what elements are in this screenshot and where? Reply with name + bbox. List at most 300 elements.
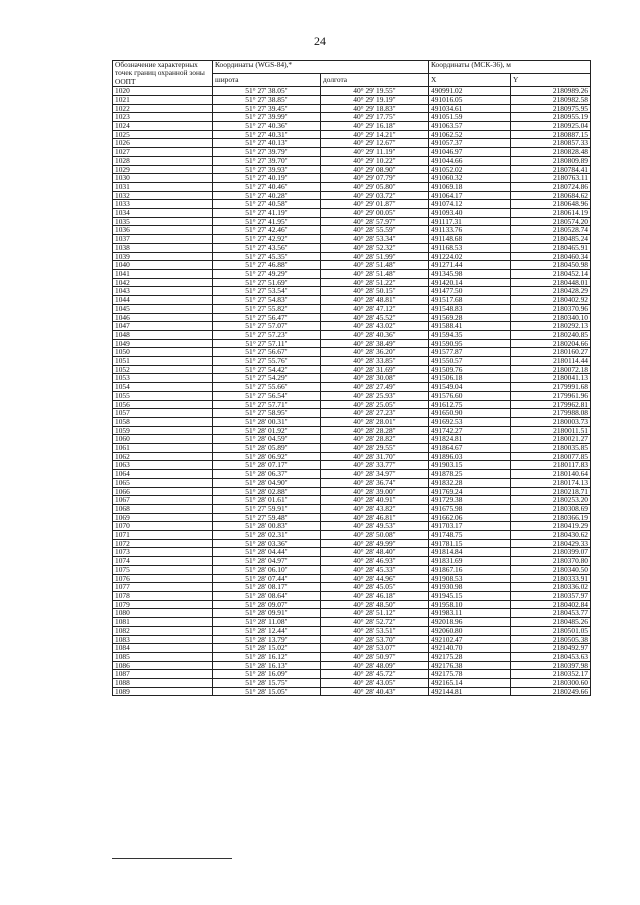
x-cell: 491051.59 (429, 113, 511, 122)
longitude-cell: 40° 29' 07.79" (321, 174, 429, 183)
y-cell: 2180077.85 (511, 452, 591, 461)
x-cell: 492176.38 (429, 661, 511, 670)
table-row (113, 635, 591, 644)
x-cell: 491064.17 (429, 191, 511, 200)
longitude-cell: 40° 28' 40.91" (321, 496, 429, 505)
table-row (113, 461, 591, 470)
latitude-cell: 51° 27' 56.54" (213, 391, 321, 400)
latitude-cell: 51° 27' 40.13" (213, 139, 321, 148)
y-cell: 2180336.02 (511, 583, 591, 592)
y-cell: 2180011.51 (511, 426, 591, 435)
table-row (113, 661, 591, 670)
point-id: 1085 (113, 652, 213, 661)
x-cell: 491517.68 (429, 296, 511, 305)
y-cell: 2180982.58 (511, 95, 591, 104)
y-cell: 2180453.77 (511, 609, 591, 618)
point-id: 1022 (113, 104, 213, 113)
x-cell: 491549.04 (429, 383, 511, 392)
x-cell: 492175.28 (429, 652, 511, 661)
x-cell: 491345.98 (429, 269, 511, 278)
latitude-cell: 51° 28' 15.75" (213, 679, 321, 688)
y-cell: 2180975.95 (511, 104, 591, 113)
longitude-cell: 40° 29' 10.22" (321, 156, 429, 165)
table-row (113, 618, 591, 627)
y-cell: 2180035.85 (511, 444, 591, 453)
x-cell: 491748.75 (429, 531, 511, 540)
longitude-cell: 40° 28' 39.00" (321, 487, 429, 496)
x-cell: 491477.50 (429, 287, 511, 296)
header-latitude: широта (213, 74, 321, 87)
x-cell: 491062.52 (429, 130, 511, 139)
longitude-cell: 40° 28' 36.74" (321, 478, 429, 487)
latitude-cell: 51° 28' 07.17" (213, 461, 321, 470)
x-cell: 492144.81 (429, 687, 511, 696)
table-row (113, 626, 591, 635)
point-id: 1083 (113, 635, 213, 644)
y-cell: 2180003.73 (511, 417, 591, 426)
y-cell: 2180452.14 (511, 269, 591, 278)
y-cell: 2180370.96 (511, 304, 591, 313)
point-id: 1084 (113, 644, 213, 653)
latitude-cell: 51° 28' 11.08" (213, 618, 321, 627)
x-cell: 492102.47 (429, 635, 511, 644)
table-row (113, 209, 591, 218)
longitude-cell: 40° 28' 55.59" (321, 226, 429, 235)
latitude-cell: 51° 28' 04.90" (213, 478, 321, 487)
latitude-cell: 51° 27' 39.93" (213, 165, 321, 174)
table-row (113, 296, 591, 305)
y-cell: 2180114.44 (511, 357, 591, 366)
latitude-cell: 51° 27' 54.29" (213, 374, 321, 383)
y-cell: 2180160.27 (511, 348, 591, 357)
latitude-cell: 51° 28' 13.79" (213, 635, 321, 644)
table-row (113, 478, 591, 487)
x-cell: 491729.38 (429, 496, 511, 505)
table-row (113, 652, 591, 661)
x-cell: 491824.81 (429, 435, 511, 444)
x-cell: 491057.37 (429, 139, 511, 148)
x-cell: 492140.70 (429, 644, 511, 653)
latitude-cell: 51° 27' 58.95" (213, 409, 321, 418)
latitude-cell: 51° 28' 09.91" (213, 609, 321, 618)
longitude-cell: 40° 28' 53.70" (321, 635, 429, 644)
y-cell: 2180340.50 (511, 565, 591, 574)
latitude-cell: 51° 27' 40.58" (213, 200, 321, 209)
table-row (113, 200, 591, 209)
table-row (113, 644, 591, 653)
x-cell: 491908.53 (429, 574, 511, 583)
latitude-cell: 51° 27' 57.07" (213, 322, 321, 331)
latitude-cell: 51° 28' 04.44" (213, 548, 321, 557)
latitude-cell: 51° 28' 01.61" (213, 496, 321, 505)
longitude-cell: 40° 28' 52.32" (321, 243, 429, 252)
latitude-cell: 51° 27' 40.46" (213, 182, 321, 191)
x-cell: 491117.31 (429, 217, 511, 226)
table-row (113, 365, 591, 374)
latitude-cell: 51° 28' 06.92" (213, 452, 321, 461)
longitude-cell: 40° 29' 14.21" (321, 130, 429, 139)
x-cell: 491044.66 (429, 156, 511, 165)
longitude-cell: 40° 28' 27.23" (321, 409, 429, 418)
table-row (113, 470, 591, 479)
latitude-cell: 51° 27' 40.31" (213, 130, 321, 139)
point-id: 1050 (113, 348, 213, 357)
y-cell: 2180292.13 (511, 322, 591, 331)
point-id: 1060 (113, 435, 213, 444)
longitude-cell: 40° 29' 18.83" (321, 104, 429, 113)
y-cell: 2180684.62 (511, 191, 591, 200)
table-row (113, 583, 591, 592)
x-cell: 491420.14 (429, 278, 511, 287)
y-cell: 2180809.89 (511, 156, 591, 165)
y-cell: 2180955.19 (511, 113, 591, 122)
x-cell: 491662.06 (429, 513, 511, 522)
latitude-cell: 51° 28' 09.07" (213, 600, 321, 609)
table-row (113, 670, 591, 679)
longitude-cell: 40° 29' 12.67" (321, 139, 429, 148)
table-row (113, 278, 591, 287)
latitude-cell: 51° 27' 56.47" (213, 313, 321, 322)
latitude-cell: 51° 27' 41.95" (213, 217, 321, 226)
latitude-cell: 51° 27' 46.88" (213, 261, 321, 270)
y-cell: 2180397.98 (511, 661, 591, 670)
y-cell: 2180450.98 (511, 261, 591, 270)
y-cell: 2180249.66 (511, 687, 591, 696)
longitude-cell: 40° 28' 48.81" (321, 296, 429, 305)
x-cell: 491034.61 (429, 104, 511, 113)
longitude-cell: 40° 28' 33.77" (321, 461, 429, 470)
x-cell: 491509.76 (429, 365, 511, 374)
table-row (113, 357, 591, 366)
y-cell: 2180174.13 (511, 478, 591, 487)
point-id: 1071 (113, 531, 213, 540)
point-id: 1058 (113, 417, 213, 426)
x-cell: 492018.96 (429, 618, 511, 627)
x-cell: 491577.87 (429, 348, 511, 357)
x-cell: 491692.53 (429, 417, 511, 426)
point-id: 1043 (113, 287, 213, 296)
y-cell: 2180465.91 (511, 243, 591, 252)
table-row (113, 113, 591, 122)
latitude-cell: 51° 28' 04.59" (213, 435, 321, 444)
y-cell: 2180887.15 (511, 130, 591, 139)
table-row (113, 565, 591, 574)
table-row (113, 252, 591, 261)
y-cell: 2180492.97 (511, 644, 591, 653)
point-id: 1032 (113, 191, 213, 200)
point-id: 1061 (113, 444, 213, 453)
point-id: 1072 (113, 539, 213, 548)
longitude-cell: 40° 29' 03.72" (321, 191, 429, 200)
table-row (113, 592, 591, 601)
table-row (113, 391, 591, 400)
point-id: 1088 (113, 679, 213, 688)
table-row (113, 226, 591, 235)
point-id: 1031 (113, 182, 213, 191)
point-id: 1059 (113, 426, 213, 435)
y-cell: 2180333.91 (511, 574, 591, 583)
longitude-cell: 40° 29' 05.80" (321, 182, 429, 191)
point-id: 1028 (113, 156, 213, 165)
longitude-cell: 40° 28' 47.12" (321, 304, 429, 313)
y-cell: 2180448.01 (511, 278, 591, 287)
point-id: 1062 (113, 452, 213, 461)
header-y: Y (511, 74, 591, 87)
x-cell: 491594.35 (429, 330, 511, 339)
x-cell: 491016.05 (429, 95, 511, 104)
x-cell: 491063.57 (429, 122, 511, 131)
y-cell: 2180614.19 (511, 209, 591, 218)
x-cell: 492060.80 (429, 626, 511, 635)
longitude-cell: 40° 28' 30.08" (321, 374, 429, 383)
x-cell: 492175.78 (429, 670, 511, 679)
x-cell: 491569.28 (429, 313, 511, 322)
longitude-cell: 40° 28' 51.12" (321, 609, 429, 618)
point-id: 1041 (113, 269, 213, 278)
point-id: 1063 (113, 461, 213, 470)
point-id: 1051 (113, 357, 213, 366)
latitude-cell: 51° 27' 59.91" (213, 504, 321, 513)
latitude-cell: 51° 27' 56.67" (213, 348, 321, 357)
table-row (113, 409, 591, 418)
y-cell: 2180429.33 (511, 539, 591, 548)
table-row (113, 531, 591, 540)
longitude-cell: 40° 28' 45.72" (321, 670, 429, 679)
longitude-cell: 40° 29' 08.90" (321, 165, 429, 174)
header-msk36: Координаты (МСК-36), м (429, 61, 591, 74)
longitude-cell: 40° 28' 50.15" (321, 287, 429, 296)
y-cell: 2179961.96 (511, 391, 591, 400)
table-row (113, 496, 591, 505)
x-cell: 491945.15 (429, 592, 511, 601)
longitude-cell: 40° 28' 31.69" (321, 365, 429, 374)
longitude-cell: 40° 29' 17.75" (321, 113, 429, 122)
longitude-cell: 40° 28' 51.48" (321, 269, 429, 278)
y-cell: 2180453.63 (511, 652, 591, 661)
point-id: 1053 (113, 374, 213, 383)
y-cell: 2180485.26 (511, 618, 591, 627)
point-id: 1070 (113, 522, 213, 531)
latitude-cell: 51° 27' 41.19" (213, 209, 321, 218)
page-number: 24 (314, 34, 326, 48)
longitude-cell: 40° 28' 51.48" (321, 261, 429, 270)
point-id: 1082 (113, 626, 213, 635)
table-row (113, 687, 591, 696)
point-id: 1021 (113, 95, 213, 104)
longitude-cell: 40° 28' 52.72" (321, 618, 429, 627)
header-x: X (429, 74, 511, 87)
point-id: 1035 (113, 217, 213, 226)
longitude-cell: 40° 28' 51.22" (321, 278, 429, 287)
point-id: 1054 (113, 383, 213, 392)
latitude-cell: 51° 27' 55.66" (213, 383, 321, 392)
x-cell: 491612.75 (429, 400, 511, 409)
latitude-cell: 51° 28' 04.97" (213, 557, 321, 566)
longitude-cell: 40° 28' 33.85" (321, 357, 429, 366)
x-cell: 491133.76 (429, 226, 511, 235)
point-id: 1047 (113, 322, 213, 331)
longitude-cell: 40° 29' 11.19" (321, 148, 429, 157)
longitude-cell: 40° 28' 50.08" (321, 531, 429, 540)
longitude-cell: 40° 28' 46.81" (321, 513, 429, 522)
point-id: 1020 (113, 87, 213, 96)
y-cell: 2180300.60 (511, 679, 591, 688)
y-cell: 2180402.92 (511, 296, 591, 305)
point-id: 1068 (113, 504, 213, 513)
table-row (113, 156, 591, 165)
longitude-cell: 40° 28' 49.53" (321, 522, 429, 531)
table-row (113, 417, 591, 426)
x-cell: 491903.15 (429, 461, 511, 470)
x-cell: 491271.44 (429, 261, 511, 270)
y-cell: 2180485.24 (511, 235, 591, 244)
latitude-cell: 51° 28' 12.44" (213, 626, 321, 635)
x-cell: 491548.83 (429, 304, 511, 313)
latitude-cell: 51° 28' 07.44" (213, 574, 321, 583)
coordinates-table (112, 60, 591, 696)
latitude-cell: 51° 28' 16.13" (213, 661, 321, 670)
table-row (113, 574, 591, 583)
y-cell: 2180399.07 (511, 548, 591, 557)
longitude-cell: 40° 28' 31.70" (321, 452, 429, 461)
x-cell: 491769.24 (429, 487, 511, 496)
table-row (113, 217, 591, 226)
latitude-cell: 51° 27' 43.56" (213, 243, 321, 252)
y-cell: 2180117.83 (511, 461, 591, 470)
longitude-cell: 40° 28' 29.55" (321, 444, 429, 453)
table-row (113, 269, 591, 278)
longitude-cell: 40° 28' 43.02" (321, 322, 429, 331)
point-id: 1039 (113, 252, 213, 261)
longitude-cell: 40° 28' 38.49" (321, 339, 429, 348)
x-cell: 491168.53 (429, 243, 511, 252)
point-id: 1079 (113, 600, 213, 609)
x-cell: 491703.17 (429, 522, 511, 531)
table-row (113, 304, 591, 313)
y-cell: 2180430.62 (511, 531, 591, 540)
y-cell: 2180204.66 (511, 339, 591, 348)
x-cell: 491224.02 (429, 252, 511, 261)
point-id: 1086 (113, 661, 213, 670)
table-row (113, 504, 591, 513)
latitude-cell: 51° 28' 06.10" (213, 565, 321, 574)
header-wgs84: Координаты (WGS-84),* (213, 61, 429, 74)
point-id: 1066 (113, 487, 213, 496)
latitude-cell: 51° 27' 39.79" (213, 148, 321, 157)
x-cell: 491576.60 (429, 391, 511, 400)
latitude-cell: 51° 28' 00.31" (213, 417, 321, 426)
longitude-cell: 40° 28' 53.34" (321, 235, 429, 244)
latitude-cell: 51° 27' 38.05" (213, 87, 321, 96)
table-row (113, 522, 591, 531)
x-cell: 491831.69 (429, 557, 511, 566)
latitude-cell: 51° 27' 57.71" (213, 400, 321, 409)
x-cell: 491590.95 (429, 339, 511, 348)
y-cell: 2180574.20 (511, 217, 591, 226)
point-id: 1074 (113, 557, 213, 566)
y-cell: 2180724.86 (511, 182, 591, 191)
x-cell: 491074.12 (429, 200, 511, 209)
latitude-cell: 51° 27' 54.83" (213, 296, 321, 305)
x-cell: 490991.02 (429, 87, 511, 96)
table-row (113, 452, 591, 461)
latitude-cell: 51° 28' 08.64" (213, 592, 321, 601)
longitude-cell: 40° 29' 01.87" (321, 200, 429, 209)
x-cell: 492165.14 (429, 679, 511, 688)
point-id: 1057 (113, 409, 213, 418)
y-cell: 2180460.34 (511, 252, 591, 261)
point-id: 1038 (113, 243, 213, 252)
latitude-cell: 51° 28' 05.89" (213, 444, 321, 453)
table-row (113, 139, 591, 148)
y-cell: 2180402.84 (511, 600, 591, 609)
longitude-cell: 40° 28' 40.43" (321, 687, 429, 696)
point-id: 1026 (113, 139, 213, 148)
y-cell: 2180528.74 (511, 226, 591, 235)
longitude-cell: 40° 28' 43.82" (321, 504, 429, 513)
x-cell: 491864.67 (429, 444, 511, 453)
footnote-divider (112, 858, 232, 859)
point-id: 1025 (113, 130, 213, 139)
point-id: 1045 (113, 304, 213, 313)
latitude-cell: 51° 27' 59.48" (213, 513, 321, 522)
longitude-cell: 40° 28' 48.40" (321, 548, 429, 557)
y-cell: 2180218.71 (511, 487, 591, 496)
latitude-cell: 51° 28' 02.88" (213, 487, 321, 496)
y-cell: 2179962.81 (511, 400, 591, 409)
x-cell: 491878.25 (429, 470, 511, 479)
y-cell: 2180989.26 (511, 87, 591, 96)
point-id: 1033 (113, 200, 213, 209)
latitude-cell: 51° 28' 02.31" (213, 531, 321, 540)
x-cell: 491650.90 (429, 409, 511, 418)
table-row (113, 287, 591, 296)
x-cell: 491832.28 (429, 478, 511, 487)
latitude-cell: 51° 27' 51.69" (213, 278, 321, 287)
latitude-cell: 51° 28' 15.02" (213, 644, 321, 653)
latitude-cell: 51° 27' 45.35" (213, 252, 321, 261)
table-row (113, 104, 591, 113)
longitude-cell: 40° 28' 46.18" (321, 592, 429, 601)
longitude-cell: 40° 28' 49.99" (321, 539, 429, 548)
longitude-cell: 40° 28' 25.93" (321, 391, 429, 400)
y-cell: 2180340.10 (511, 313, 591, 322)
y-cell: 2180140.64 (511, 470, 591, 479)
y-cell: 2179988.08 (511, 409, 591, 418)
latitude-cell: 51° 28' 06.37" (213, 470, 321, 479)
longitude-cell: 40° 28' 36.20" (321, 348, 429, 357)
y-cell: 2180072.18 (511, 365, 591, 374)
point-id: 1048 (113, 330, 213, 339)
latitude-cell: 51° 27' 40.28" (213, 191, 321, 200)
y-cell: 2180240.85 (511, 330, 591, 339)
latitude-cell: 51° 28' 00.83" (213, 522, 321, 531)
longitude-cell: 40° 28' 45.05" (321, 583, 429, 592)
y-cell: 2180428.29 (511, 287, 591, 296)
point-id: 1036 (113, 226, 213, 235)
longitude-cell: 40° 28' 50.97" (321, 652, 429, 661)
latitude-cell: 51° 27' 42.46" (213, 226, 321, 235)
longitude-cell: 40° 28' 40.36" (321, 330, 429, 339)
y-cell: 2180925.04 (511, 122, 591, 131)
y-cell: 2180366.19 (511, 513, 591, 522)
x-cell: 491093.40 (429, 209, 511, 218)
longitude-cell: 40° 28' 44.96" (321, 574, 429, 583)
table-row (113, 182, 591, 191)
table-row (113, 513, 591, 522)
point-id: 1064 (113, 470, 213, 479)
point-id: 1075 (113, 565, 213, 574)
